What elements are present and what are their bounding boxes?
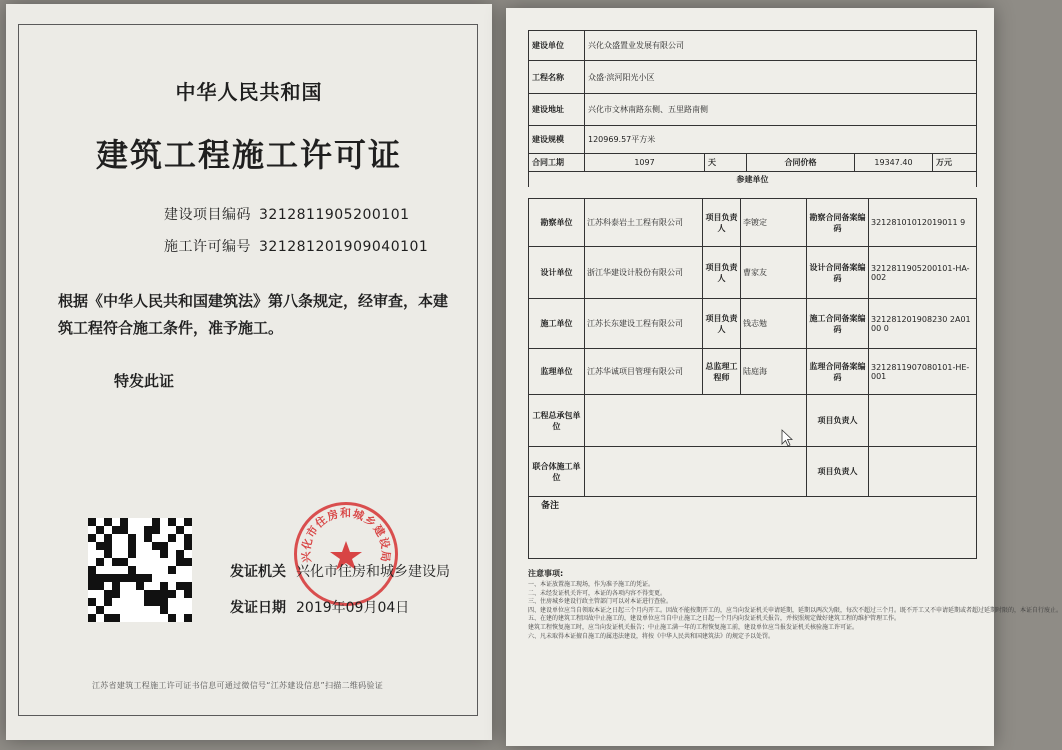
joint-contractor-value: [585, 447, 807, 497]
issuance-statement: 特发此证: [114, 372, 175, 390]
approval-paragraph: 根据《中华人民共和国建筑法》第八条规定，经审查，本建筑工程符合施工条件，准予施工。: [58, 292, 449, 337]
unit-role: 设计单位: [529, 247, 585, 299]
issuer-value: 兴化市住房和城乡建设局: [296, 564, 450, 580]
project-code-label: 建设项目编码: [164, 207, 251, 223]
unit-person-label: 总监理工程师: [703, 349, 741, 395]
table-row: [529, 199, 977, 247]
joint-person-label: 项目负责人: [807, 447, 869, 497]
contractor-person-value: [869, 395, 977, 447]
unit-person-label: 项目负责人: [703, 299, 741, 349]
contract-price-value: 19347.40: [855, 154, 933, 172]
qr-code-icon: [88, 518, 192, 622]
unit-person-label: 项目负责人: [703, 199, 741, 247]
seal-arc-text: 兴化市住房和城乡建设局: [299, 506, 393, 564]
contract-price-label: 合同价格: [747, 154, 855, 172]
table-row: [529, 299, 977, 349]
unit-role: 监理单位: [529, 349, 585, 395]
table-row: [529, 497, 977, 559]
table-row: [529, 172, 977, 188]
unit-record-label: 监理合同备案编码: [807, 349, 869, 395]
table-row: [529, 94, 977, 126]
notes-title: 注意事项:: [528, 569, 564, 578]
table-row: [529, 447, 977, 497]
unit-role: 施工单位: [529, 299, 585, 349]
contract-period-value: 1097: [585, 154, 705, 172]
unit-record-label: 勘察合同备案编码: [807, 199, 869, 247]
unit-person: 曹家友: [741, 247, 807, 299]
info-value: 120969.57平方米: [585, 126, 977, 154]
unit-name: 江苏华诚项目管理有限公司: [585, 349, 703, 395]
unit-record: 321281201908230 2A0100 0: [869, 299, 977, 349]
general-contractor-label: 工程总承包单位: [529, 395, 585, 447]
unit-person: 陆庭海: [741, 349, 807, 395]
general-contractor-value: [585, 395, 807, 447]
unit-record: 32128101012019011 9: [869, 199, 977, 247]
notes-section: [528, 568, 1062, 708]
participants-header: 参建单位: [529, 172, 977, 188]
verification-footnote: 江苏省建筑工程施工许可证书信息可通过微信号“江苏建设信息”扫描二维码验证: [92, 681, 384, 690]
unit-role: 勘察单位: [529, 199, 585, 247]
note-item: 五、在建的建筑工程因故中止施工的，建设单位应当自中止施工之日起一个月内向发证机关报告，并按照规定做好建筑工程的维护管理工作。: [528, 615, 901, 623]
unit-person: 李镀定: [741, 199, 807, 247]
joint-person-value: [869, 447, 977, 497]
project-code-value: 3212811905200101: [259, 207, 410, 223]
info-label: 建设地址: [529, 94, 585, 126]
contract-period-label: 合同工期: [529, 154, 585, 172]
table-row: [529, 349, 977, 395]
note-item: 三、住房城乡建设行政主管部门可以对本证进行查验。: [528, 598, 673, 606]
certificate-title: 建筑工程施工许可证: [95, 136, 402, 174]
unit-name: 江苏科泰岩土工程有限公司: [585, 199, 703, 247]
remarks-label: 备注: [541, 501, 560, 511]
project-info-table: [528, 30, 977, 187]
note-item: 一、本证放置施工现场，作为准予施工的凭证。: [528, 581, 655, 588]
note-item: 六、凡未取得本证擅自施工的属违法建设，将按《中华人民共和国建筑法》的规定予以处罚。: [528, 632, 775, 640]
permit-number-value: 321281201909040101: [259, 239, 429, 255]
unit-record: 3212811907080101-HE-001: [869, 349, 977, 395]
table-row: [529, 247, 977, 299]
participants-table: [528, 198, 977, 559]
info-label: 建设单位: [529, 31, 585, 61]
official-seal: [294, 502, 398, 606]
info-value: 众盛·滨河阳光小区: [585, 61, 977, 94]
permit-details-page: [506, 8, 1062, 746]
unit-record-label: 施工合同备案编码: [807, 299, 869, 349]
project-code-row: [164, 204, 410, 224]
issue-date-label: 发证日期: [230, 600, 286, 616]
info-value: 兴化市文林南路东侧、五里路南侧: [585, 94, 977, 126]
unit-person-label: 项目负责人: [703, 247, 741, 299]
unit-person: 钱志勉: [741, 299, 807, 349]
country-name: 中华人民共和国: [175, 80, 323, 104]
table-row: [529, 61, 977, 94]
issue-date-row: [230, 597, 409, 617]
unit-record: 3212811905200101-HA-002: [869, 247, 977, 299]
note-item: 二、未经发证机关许可，本证的各项内容不得变更。: [528, 589, 667, 597]
permit-cover-page: [6, 4, 492, 740]
permit-number-label: 施工许可编号: [164, 239, 251, 255]
permit-number-row: [164, 236, 428, 256]
remarks-cell: [529, 497, 977, 559]
info-value: 兴化众盛置业发展有限公司: [585, 31, 977, 61]
contract-price-unit: 万元: [933, 154, 977, 172]
table-row: [529, 154, 977, 172]
issuer-label: 发证机关: [230, 564, 286, 580]
note-item: 四、建设单位应当自领取本证之日起三个月内开工。因故不能按期开工的，应当向发证机关申请延期，延期以两次为限，每次不超过三个月。既不开工又不申请延期或者超过延期时限的，本证自行废止。: [528, 606, 1062, 614]
unit-name: 浙江华建设计股份有限公司: [585, 247, 703, 299]
info-label: 建设规模: [529, 126, 585, 154]
issuer-row: [230, 561, 450, 581]
contract-period-unit: 天: [705, 154, 747, 172]
issue-date-value: 2019年09月04日: [296, 600, 410, 616]
joint-contractor-label: 联合体施工单位: [529, 447, 585, 497]
table-row: [529, 395, 977, 447]
table-row: [529, 31, 977, 61]
contractor-person-label: 项目负责人: [807, 395, 869, 447]
info-label: 工程名称: [529, 61, 585, 94]
mouse-pointer-icon: [782, 430, 794, 448]
unit-record-label: 设计合同备案编码: [807, 247, 869, 299]
note-item: 建筑工程恢复施工时，应当向发证机关报告；中止施工满一年的工程恢复施工前，建设单位应当报发证机关核验施工许可证。: [528, 623, 859, 631]
table-row: [529, 126, 977, 154]
unit-name: 江苏长东建设工程有限公司: [585, 299, 703, 349]
